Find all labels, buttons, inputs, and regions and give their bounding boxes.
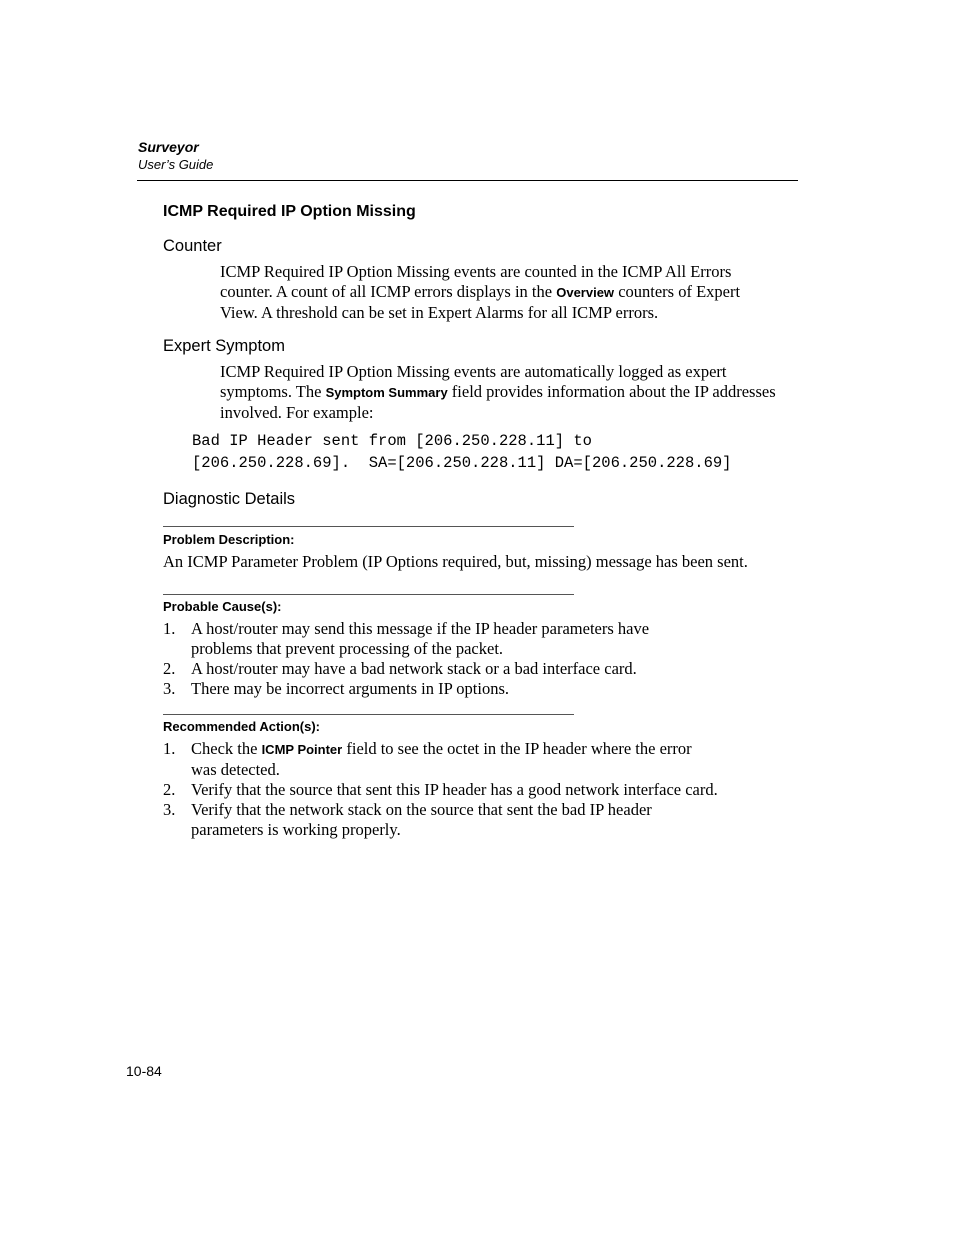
list-text: field to see the octet in the IP header where the error was detected. (191, 739, 692, 779)
problem-description-text: An ICMP Parameter Problem (IP Options required, but, missing) message has been sent. (163, 552, 748, 571)
list-item (163, 679, 683, 699)
code-line-1: Bad IP Header sent from [206.250.228.11] to (192, 432, 592, 450)
list-text: Verify that the network stack on the source that sent the bad IP header parameters is working properly. (191, 800, 652, 839)
list-number: 3. (163, 679, 176, 698)
section-title: ICMP Required IP Option Missing (163, 203, 416, 220)
expert-symptom-text-1: ICMP Required IP Option Missing events are automatically logged as expert symptoms. The (220, 362, 727, 401)
list-item (163, 619, 683, 659)
running-header-subtitle: User’s Guide (138, 157, 214, 172)
probable-causes-label: Probable Cause(s): (163, 599, 282, 614)
diagnostic-details-heading: Diagnostic Details (163, 490, 296, 508)
page-number: 10-84 (126, 1063, 162, 1079)
list-item (163, 780, 753, 800)
icmp-pointer-term: ICMP Pointer (261, 742, 343, 757)
code-line-2: [206.250.228.69]. SA=[206.250.228.11] DA=[206.250.228.69] (192, 454, 732, 472)
counter-text-1: ICMP Required IP Option Missing events are counted in the ICMP All Errors counter. A count of all ICMP errors displays in the (220, 262, 732, 301)
example-code-block (192, 430, 732, 474)
running-header-title: Surveyor (138, 139, 199, 155)
list-text: Check the (191, 739, 262, 758)
counter-heading: Counter (163, 237, 222, 255)
header-rule (137, 180, 798, 181)
list-text: A host/router may send this message if the IP header parameters have problems that prevent processing of the packet. (191, 619, 650, 658)
list-item (163, 739, 753, 780)
causes-rule (163, 594, 574, 595)
list-text: A host/router may have a bad network stack or a bad interface card. (191, 659, 637, 678)
list-item (163, 659, 683, 679)
list-number: 2. (163, 780, 176, 799)
expert-symptom-text-2: field provides information about the IP addresses involved. For example: (220, 382, 776, 422)
symptom-summary-term: Symptom Summary (325, 385, 448, 400)
actions-rule (163, 714, 574, 715)
list-number: 3. (163, 800, 176, 819)
counter-text-2: counters of Expert View. A threshold can be set in Expert Alarms for all ICMP errors. (220, 282, 741, 322)
list-text: There may be incorrect arguments in IP options. (191, 679, 509, 698)
counter-paragraph (220, 262, 780, 323)
recommended-actions-label: Recommended Action(s): (163, 719, 320, 734)
list-number: 2. (163, 659, 176, 678)
list-number: 1. (163, 619, 176, 638)
expert-symptom-paragraph (220, 362, 780, 423)
overview-term: Overview (556, 285, 615, 300)
probable-causes-list (163, 619, 683, 699)
problem-rule (163, 526, 574, 527)
list-text: Verify that the source that sent this IP header has a good network interface card. (191, 780, 718, 799)
recommended-actions-list (163, 739, 753, 840)
problem-description-label: Problem Description: (163, 532, 295, 547)
expert-symptom-heading: Expert Symptom (163, 337, 285, 355)
list-item (163, 800, 753, 840)
list-number: 1. (163, 739, 176, 758)
